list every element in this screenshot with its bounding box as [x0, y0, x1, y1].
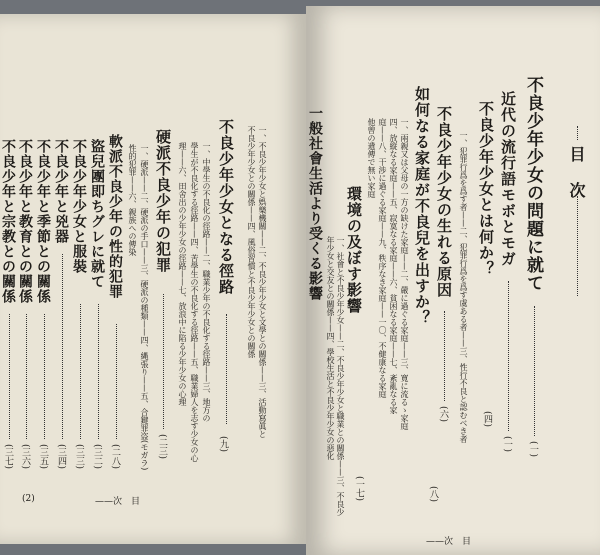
section-page: (三二): [92, 444, 102, 470]
section-dots: [226, 314, 227, 424]
section-subitems: 一、社會と不良少年少女——二、不良少年少女と職業との關係——三、不良少: [336, 236, 345, 516]
section-subitems: 四、放縦なる家庭——五、寂寞なる家庭——六、貧困なる家庭——七、紊亂なる家: [389, 118, 398, 414]
right-page: [306, 6, 600, 555]
section-page: (三五): [38, 444, 48, 470]
page-number: (2): [22, 494, 35, 504]
section-title: 不良少年少女と服裝: [71, 139, 87, 274]
section-title: 如何なる家庭が不良兒を出すか？: [413, 86, 431, 326]
bleed-through-text: [316, 46, 332, 57]
section-page: (三六): [20, 444, 30, 470]
section-page: (六): [438, 406, 448, 423]
section-dots: [98, 304, 99, 439]
main-title: 不良少年少女の問題に就て: [523, 76, 543, 292]
section-page: (四): [482, 411, 492, 428]
section-page: (三三): [74, 444, 84, 470]
table-of-contents-heading: 目 次: [567, 146, 586, 200]
section-subitems: 性的犯罪——六、親族への傳染: [128, 144, 137, 256]
section-dots: [444, 311, 445, 401]
section-title: 軟派不良少年の性的犯罪: [107, 134, 123, 299]
main-title-dots: [534, 306, 535, 436]
section-dots: [508, 281, 509, 431]
section-subitems: 不良少年少女との關係——四、風俗習慣と不良少年少女との關係: [247, 126, 256, 358]
page-footer: ——次 目: [426, 537, 472, 547]
section-subitems: 一、不良少年少女と娯樂機關——二、不良少年少女と文學との關係——三、活動寫眞と: [258, 126, 267, 438]
section-title: 近代の流行語モボとモガ: [499, 91, 517, 267]
section-subitems: 學生が不良化する徑路——四、苦學生の不良化する徑路——五、職業婦人を志す少女の心: [190, 142, 199, 462]
section-dots: [163, 294, 164, 429]
section-dots: [80, 304, 81, 439]
section-page: (二三): [157, 434, 167, 460]
section-dots: [9, 314, 10, 439]
section-page: (一): [502, 436, 512, 453]
section-subitems: 一、犯罪行爲を爲す者——二、犯罪行爲を爲す虞ある者——三、性行不良と認むべき者: [459, 131, 468, 443]
section-page: (一七): [354, 476, 364, 502]
heading-dots-top: [577, 126, 578, 140]
section-subitems: 一、硬派——二、硬派の手口——三、硬派の種類——四、縄張り——五、合鍵罪盗(モガラ): [140, 144, 149, 471]
section-title: 不良少年と教育との關係: [17, 139, 33, 304]
section-title: 一般社會生活より受くる影響: [307, 106, 323, 301]
section-title: 硬派不良少年の犯罪: [154, 129, 172, 273]
section-subitems: 庭——八、干渉に過ぐる家庭——九、秩序なき家庭——一〇、不健康なる家庭: [378, 118, 387, 398]
section-page: (三七): [3, 444, 13, 470]
main-title-page: (一): [528, 441, 538, 458]
section-title: 環境の及ぼす影響: [345, 186, 363, 314]
section-title: 盜兒團即ちグレに就て: [89, 139, 105, 289]
section-page: (八): [428, 486, 438, 503]
section-subitems: 年少女と交友との關係——四、學校生活と不良少年少女の惡化: [326, 236, 335, 460]
section-dots: [44, 314, 45, 439]
section-page: (三四): [56, 444, 66, 470]
section-title: 不良少年と宗教との關係: [0, 139, 16, 304]
section-title: 不良少年少女となる徑路: [217, 119, 235, 295]
section-title: 不良少年と季節との關係: [35, 139, 51, 304]
section-subitems: 他曾の遺傳で無い家庭: [367, 118, 376, 198]
section-dots: [116, 324, 117, 439]
section-subitems: 理——六、田舍出の少年少女の徑路——七、放浪中に陷る少年少女の心理: [178, 142, 187, 406]
section-title: 不良少年少女の生れる原因: [435, 106, 453, 298]
section-title: 不良少年と兇器: [53, 139, 69, 244]
section-subitems: 一、中學生の不良化の徑路——二、職業少年の不良化する徑路——三、地方の: [202, 142, 211, 422]
section-dots: [62, 254, 63, 439]
section-dots: [26, 314, 27, 439]
section-page: (九): [218, 436, 228, 453]
section-subitems: 一、兩親又は父母の一方の缺けた家庭——二、嚴に過ぐる家庭——三、寛に流るゝ家庭: [400, 118, 409, 430]
left-page: [0, 14, 306, 544]
heading-dots-bottom: [577, 196, 578, 296]
section-title: 不良少年少女とは何か？: [477, 101, 495, 277]
page-footer: ——次 目: [95, 497, 141, 507]
section-page: (二八): [110, 444, 120, 470]
